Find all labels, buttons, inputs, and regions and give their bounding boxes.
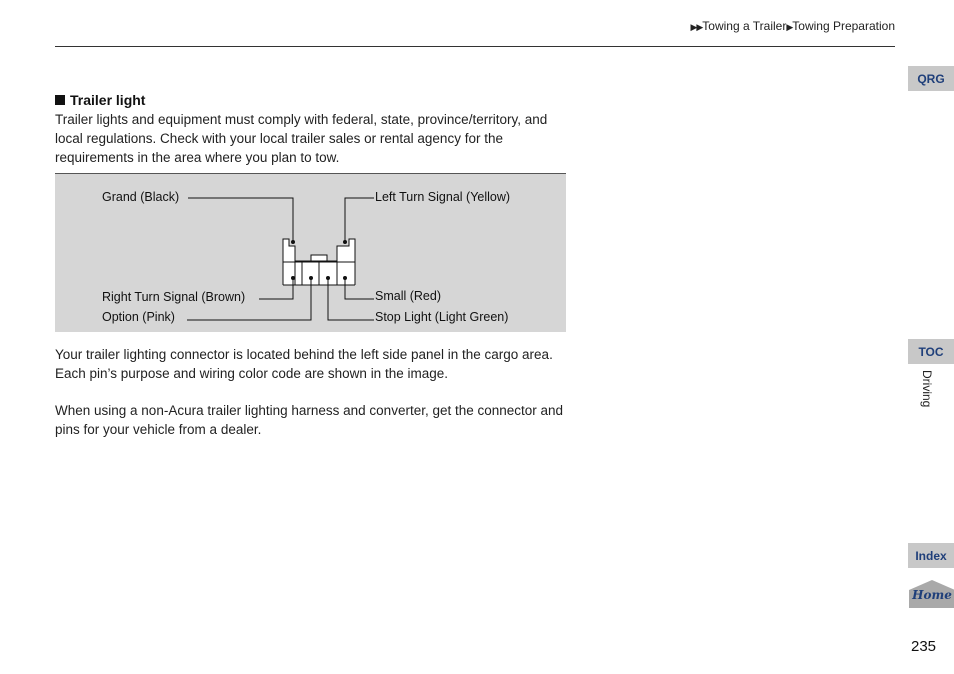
section-title: Trailer light [70, 92, 146, 108]
label-right-turn: Right Turn Signal (Brown) [102, 290, 246, 304]
breadcrumb[interactable] [690, 19, 895, 33]
label-small: Small (Red) [375, 289, 441, 303]
home-label: Home [912, 588, 952, 602]
intro-paragraph: Trailer lights and equipment must comply with federal, state, province/territory, and local regulations. Check with your local trailer sales or rental agency for the requirements in the area where you plan to tow. [55, 112, 548, 165]
index-tab[interactable]: Index [908, 543, 954, 568]
connector-diagram [55, 173, 566, 332]
location-paragraph: Your trailer lighting connector is located behind the left side panel in the cargo area. Each pin’s purpose and wiring color code are shown in the image. [55, 347, 553, 381]
home-button[interactable] [909, 580, 954, 608]
square-bullet-icon [55, 95, 65, 105]
pin-ground [291, 240, 295, 244]
chapter-label: Driving [920, 370, 934, 408]
pin-option [309, 276, 313, 280]
label-stop: Stop Light (Light Green) [375, 310, 509, 324]
pin-right-turn [291, 276, 295, 280]
breadcrumb-arrows: ▶▶ [690, 22, 703, 32]
section-heading [55, 92, 145, 108]
leader-left-turn [345, 198, 374, 242]
page-number: 235 [911, 638, 937, 655]
connector-center [295, 261, 337, 285]
pin-left-turn [343, 240, 347, 244]
connector-key [311, 255, 327, 261]
label-left-turn: Left Turn Signal (Yellow) [375, 190, 511, 204]
header-rule [55, 46, 895, 47]
breadcrumb-towing-preparation[interactable]: Towing Preparation [792, 19, 895, 33]
toc-tab[interactable]: TOC [908, 339, 954, 364]
breadcrumb-towing-trailer[interactable]: Towing a Trailer [702, 19, 787, 33]
dealer-paragraph: When using a non-Acura trailer lighting harness and converter, get the connector and pins for your vehicle from a dealer. [55, 403, 564, 437]
pin-stop [326, 276, 330, 280]
qrg-tab[interactable]: QRG [908, 66, 954, 91]
leader-ground [188, 198, 293, 242]
breadcrumb-separator: ▶ [786, 22, 793, 32]
pin-small [343, 276, 347, 280]
label-option: Option (Pink) [102, 310, 175, 324]
label-ground: Grand (Black) [102, 190, 180, 204]
